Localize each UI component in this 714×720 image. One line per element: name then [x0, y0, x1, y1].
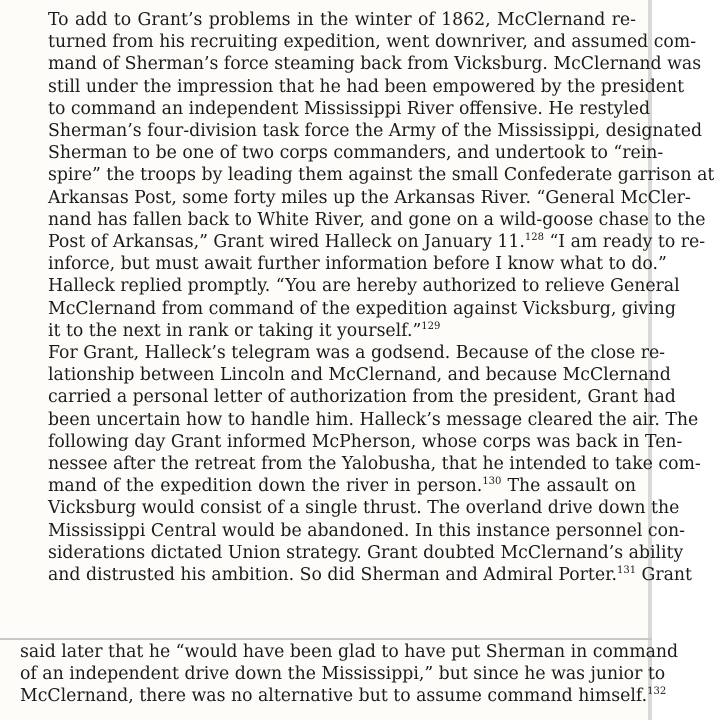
text-segment: nand has fallen back to White River, and gone on a wild-goose chase to the	[48, 209, 706, 230]
text-line	[20, 120, 703, 142]
text-line	[20, 342, 666, 364]
text-segment: carried a personal letter of authorization from the president, Grant had	[48, 387, 676, 408]
text-line	[20, 520, 685, 542]
text-segment: nessee after the retreat from the Yalobusha, that he intended to take com-	[48, 454, 701, 475]
text-segment: Halleck replied promptly. “You are hereby authorized to relieve General	[48, 276, 680, 297]
text-line	[20, 76, 685, 98]
text-line	[20, 231, 706, 253]
paragraph-2	[20, 342, 701, 586]
text-line	[20, 663, 666, 685]
text-segment: inforce, but must await further information before I know what to do.”	[48, 254, 667, 275]
text-segment: of an independent drive down the Mississippi,” but since he was junior to	[20, 664, 666, 685]
text-segment: Arkansas Post, some forty miles up the Arkansas River. “General McCler-	[48, 187, 691, 208]
text-line	[20, 409, 699, 431]
text-line	[20, 253, 667, 275]
text-line	[20, 386, 676, 408]
text-line	[20, 641, 679, 663]
text-line	[20, 275, 680, 297]
text-line	[20, 9, 636, 31]
footnote-ref: 130	[482, 476, 502, 488]
footnote-ref: 131	[616, 565, 637, 577]
text-line	[20, 685, 667, 707]
text-line	[20, 542, 684, 564]
text-line	[20, 187, 691, 209]
text-segment: McClernand, there was no alternative but to assume command himself.	[20, 686, 648, 707]
text-block-upper	[20, 9, 714, 586]
text-segment: Sherman to be one of two corps commanders, and undertook to “rein-	[48, 143, 664, 164]
text-segment: McClernand from command of the expedition against Vicksburg, giving	[48, 298, 676, 319]
text-line	[20, 497, 680, 519]
text-line	[20, 142, 664, 164]
text-line	[20, 320, 636, 342]
text-segment: it to the next in rank or taking it yourself.”	[48, 320, 422, 341]
text-segment: said later that he “would have been glad to have put Sherman in command	[20, 642, 679, 662]
paragraph-1	[20, 9, 714, 342]
scan-divider	[0, 638, 652, 640]
text-segment: Mississippi Central would be abandoned. In this instance personnel con-	[48, 520, 685, 541]
footnote-ref: 128	[524, 232, 544, 244]
text-line	[20, 564, 692, 586]
text-segment: To add to Grant’s problems in the winter of 1862, McClernand re-	[48, 10, 636, 30]
text-line	[20, 31, 697, 53]
text-segment: been uncertain how to handle him. Halleck’s message cleared the air. The	[48, 409, 699, 430]
text-block-lower	[20, 641, 679, 708]
text-segment: The assault on	[501, 476, 637, 497]
text-line	[20, 431, 683, 453]
text-segment: and distrusted his ambition. So did Sherman and Admiral Porter.	[48, 565, 617, 586]
text-segment: Vicksburg would consist of a single thrust. The overland drive down the	[48, 498, 680, 519]
text-line	[20, 209, 706, 231]
text-segment: following day Grant informed McPherson, whose corps was back in Ten-	[48, 431, 683, 452]
text-segment: lationship between Lincoln and McClernand, and because McClernand	[48, 365, 671, 386]
text-segment: Post of Arkansas,” Grant wired Halleck on January 11.	[48, 232, 525, 253]
text-segment: mand of the expedition down the river in person.	[48, 476, 483, 497]
paragraph-3	[20, 641, 679, 708]
footnote-ref: 129	[421, 321, 441, 333]
text-line	[20, 364, 671, 386]
text-line	[20, 453, 701, 475]
text-segment: mand of Sherman’s force steaming back from Vicksburg. McClernand was	[48, 54, 702, 75]
text-segment: siderations dictated Union strategy. Grant doubted McClernand’s ability	[48, 542, 684, 563]
text-line	[20, 53, 702, 75]
text-segment: spire” the troops by leading them against the small Confederate garrison at	[48, 165, 714, 186]
text-segment: For Grant, Halleck’s telegram was a godsend. Because of the close re-	[48, 343, 666, 364]
text-segment: to command an independent Mississippi River offensive. He restyled	[48, 98, 651, 119]
text-line	[20, 98, 651, 120]
text-segment: Grant	[636, 565, 692, 586]
text-line	[20, 298, 676, 320]
text-segment: turned from his recruiting expedition, went downriver, and assumed com-	[48, 32, 697, 53]
text-line	[20, 475, 636, 497]
text-line	[20, 164, 714, 186]
text-segment: still under the impression that he had been empowered by the president	[48, 76, 685, 97]
footnote-ref: 132	[647, 686, 667, 698]
text-segment: Sherman’s four-division task force the Army of the Mississippi, designated	[48, 121, 703, 142]
text-segment: “I am ready to re-	[543, 232, 706, 253]
